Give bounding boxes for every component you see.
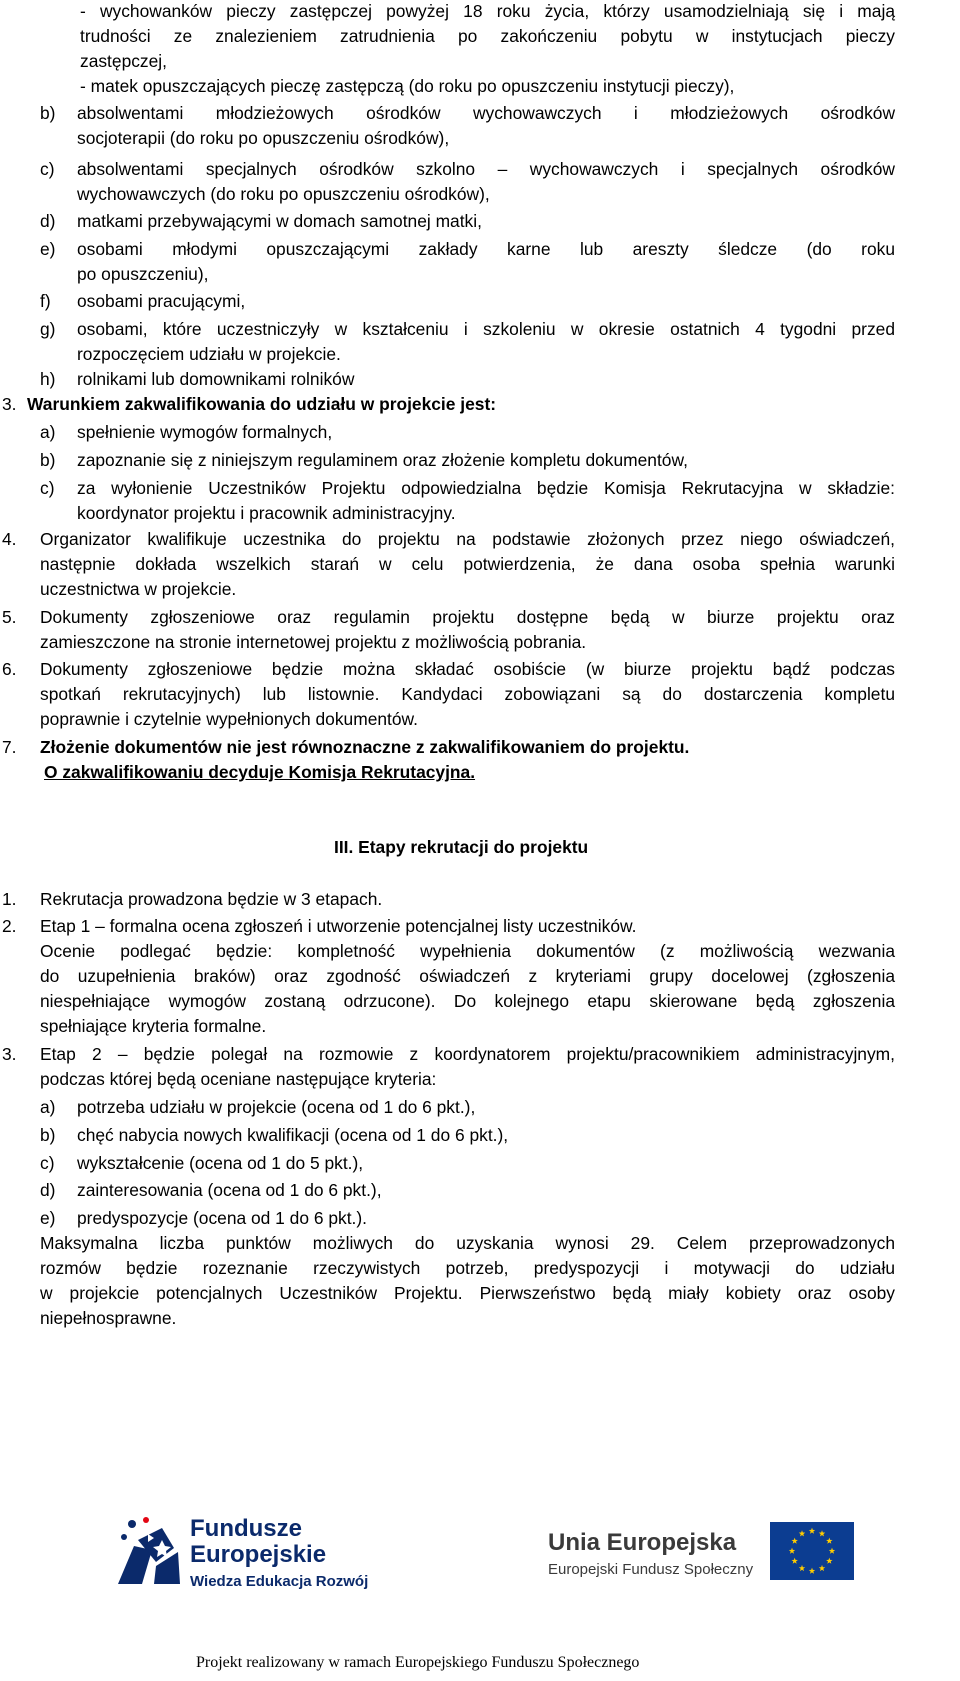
text-line: Etap 2 – będzie polegał na rozmowie z koordynatorem projektu/pracownikiem administracyjnym, bbox=[40, 1044, 895, 1064]
fe-logo-line3: Wiedza Edukacja Rozwój bbox=[190, 1573, 369, 1590]
text-line: absolwentami specjalnych ośrodków szkolno – wychowawczych i specjalnych ośrodków bbox=[77, 159, 895, 179]
text-line: Złożenie dokumentów nie jest równoznaczne z zakwalifikowaniem do projektu. bbox=[40, 737, 690, 757]
unia-europejska-logo bbox=[548, 1512, 858, 1592]
text-line: - matek opuszczających pieczę zastępczą (do roku po opuszczeniu instytucji pieczy), bbox=[80, 76, 735, 96]
text-line: poprawnie i czytelnie wypełnionych dokumentów. bbox=[40, 709, 418, 729]
list-number: 2. bbox=[2, 916, 17, 936]
text-line: do uzupełnienia braków) oraz zgodność oświadczeń z kryteriami grupy docelowej (zgłoszenia bbox=[40, 966, 895, 986]
list-number: 5. bbox=[2, 607, 17, 627]
section-title: III. Etapy rekrutacji do projektu bbox=[334, 837, 589, 857]
text-line: absolwentami młodzieżowych ośrodków wychowawczych i młodzieżowych ośrodków bbox=[77, 103, 895, 123]
text-line: Organizator kwalifikuje uczestnika do projektu na podstawie złożonych przez niego oświadczeń, bbox=[40, 529, 895, 549]
text-line: spełnienie wymogów formalnych, bbox=[77, 422, 333, 442]
text-line: uczestnictwa w projekcie. bbox=[40, 579, 237, 599]
list-letter: a) bbox=[40, 422, 56, 442]
list-letter: c) bbox=[40, 159, 55, 179]
ue-logo-line2: Europejski Fundusz Społeczny bbox=[548, 1561, 754, 1578]
text-line: O zakwalifikowaniu decyduje Komisja Rekrutacyjna. bbox=[44, 762, 476, 782]
text-line: Maksymalna liczba punktów możliwych do uzyskania wynosi 29. Celem przeprowadzonych bbox=[40, 1233, 895, 1253]
text-line: koordynator projektu i pracownik administracyjny. bbox=[77, 503, 456, 523]
text-line: potrzeba udziału w projekcie (ocena od 1 do 6 pkt.), bbox=[77, 1097, 476, 1117]
ue-logo-line1: Unia Europejska bbox=[548, 1529, 737, 1556]
list-letter: d) bbox=[40, 1180, 56, 1200]
list-letter: d) bbox=[40, 211, 56, 231]
text-line: podczas której będą oceniane następujące kryteria: bbox=[40, 1069, 437, 1089]
list-letter: e) bbox=[40, 1208, 56, 1228]
text-line: Dokumenty zgłoszeniowe oraz regulamin projektu dostępne będą w biurze projektu oraz bbox=[40, 607, 895, 627]
text-line: wykształcenie (ocena od 1 do 5 pkt.), bbox=[77, 1153, 364, 1173]
text-line: po opuszczeniu), bbox=[77, 264, 209, 284]
text-line: Etap 1 – formalna ocena zgłoszeń i utworzenie potencjalnej listy uczestników. bbox=[40, 916, 637, 936]
list-number: 6. bbox=[2, 659, 17, 679]
list-letter: h) bbox=[40, 369, 56, 389]
text-line: wychowawczych (do roku po opuszczeniu ośrodków), bbox=[77, 184, 490, 204]
text-line: socjoterapii (do roku po opuszczeniu ośrodków), bbox=[77, 128, 450, 148]
fundusze-europejskie-logo bbox=[112, 1504, 402, 1594]
list-letter: g) bbox=[40, 319, 56, 339]
text-line: w projekcie potencjalnych Uczestników Projektu. Pierwszeństwo będą miały kobiety oraz osoby bbox=[40, 1283, 895, 1303]
list-letter: b) bbox=[40, 103, 56, 123]
text-line: - wychowanków pieczy zastępczej powyżej 18 roku życia, którzy usamodzielniają się i mają bbox=[80, 1, 895, 21]
text-line: chęć nabycia nowych kwalifikacji (ocena od 1 do 6 pkt.), bbox=[77, 1125, 509, 1145]
fe-logo-line1: Fundusze bbox=[190, 1515, 302, 1542]
list-letter: a) bbox=[40, 1097, 56, 1117]
eu-flag-icon bbox=[770, 1522, 854, 1580]
text-line: rozmów będzie rozeznanie rzeczywistych potrzeb, predyspozycji i motywacji do udziału bbox=[40, 1258, 895, 1278]
list-letter: e) bbox=[40, 239, 56, 259]
fe-logo-line2: Europejskie bbox=[190, 1541, 327, 1568]
list-letter: c) bbox=[40, 478, 55, 498]
text-line: osobami, które uczestniczyły w kształceniu i szkoleniu w okresie ostatnich 4 tygodni przed bbox=[77, 319, 895, 339]
list-number: 1. bbox=[2, 889, 17, 909]
fe-emblem-icon bbox=[118, 1517, 180, 1584]
text-line: zastępczej, bbox=[80, 51, 167, 71]
text-line: Warunkiem zakwalifikowania do udziału w projekcie jest: bbox=[27, 394, 497, 414]
text-line: niespełniające wymogów zostaną odrzucone). Do kolejnego etapu skierowane będą zgłoszenia bbox=[40, 991, 895, 1011]
list-letter: b) bbox=[40, 1125, 56, 1145]
text-line: Dokumenty zgłoszeniowe będzie można składać osobiście (w biurze projektu bądź podczas bbox=[40, 659, 895, 679]
text-line: niepełnosprawne. bbox=[40, 1308, 177, 1328]
list-letter: c) bbox=[40, 1153, 55, 1173]
text-line: osobami młodymi opuszczającymi zakłady karne lub areszty śledcze (do roku bbox=[77, 239, 895, 259]
list-number: 3. bbox=[2, 394, 17, 414]
text-line: spełniające kryteria formalne. bbox=[40, 1016, 267, 1036]
list-letter: f) bbox=[40, 291, 51, 311]
text-line: Rekrutacja prowadzona będzie w 3 etapach. bbox=[40, 889, 383, 909]
list-number: 3. bbox=[2, 1044, 17, 1064]
text-line: zamieszczone na stronie internetowej projektu z możliwością pobrania. bbox=[40, 632, 587, 652]
text-line: zainteresowania (ocena od 1 do 6 pkt.), bbox=[77, 1180, 382, 1200]
text-line: Ocenie podlegać będzie: kompletność wypełnienia dokumentów (z możliwością wezwania bbox=[40, 941, 895, 961]
text-line: trudności ze znalezieniem zatrudnienia po zakończeniu pobytu w instytucjach pieczy bbox=[80, 26, 895, 46]
text-line: predyspozycje (ocena od 1 do 6 pkt.). bbox=[77, 1208, 368, 1228]
text-line: osobami pracującymi, bbox=[77, 291, 246, 311]
footer-text: Projekt realizowany w ramach Europejskiego Funduszu Społecznego bbox=[196, 1654, 640, 1671]
list-number: 4. bbox=[2, 529, 17, 549]
text-line: spotkań rekrutacyjnych) lub listownie. Kandydaci zobowiązani są do dostarczenia kompletu bbox=[40, 684, 895, 704]
text-line: zapoznanie się z niniejszym regulaminem oraz złożenie kompletu dokumentów, bbox=[77, 450, 688, 470]
text-line: matkami przebywającymi w domach samotnej matki, bbox=[77, 211, 482, 231]
text-line: rolnikami lub domownikami rolników bbox=[77, 369, 355, 389]
text-line: za wyłonienie Uczestników Projektu odpowiedzialna będzie Komisja Rekrutacyjna w składzie: bbox=[77, 478, 895, 498]
list-letter: b) bbox=[40, 450, 56, 470]
text-line: rozpoczęciem udziału w projekcie. bbox=[77, 344, 341, 364]
list-number: 7. bbox=[2, 737, 17, 757]
text-line: następnie dokłada wszelkich starań w celu potwierdzenia, że dana osoba spełnia warunki bbox=[40, 554, 895, 574]
